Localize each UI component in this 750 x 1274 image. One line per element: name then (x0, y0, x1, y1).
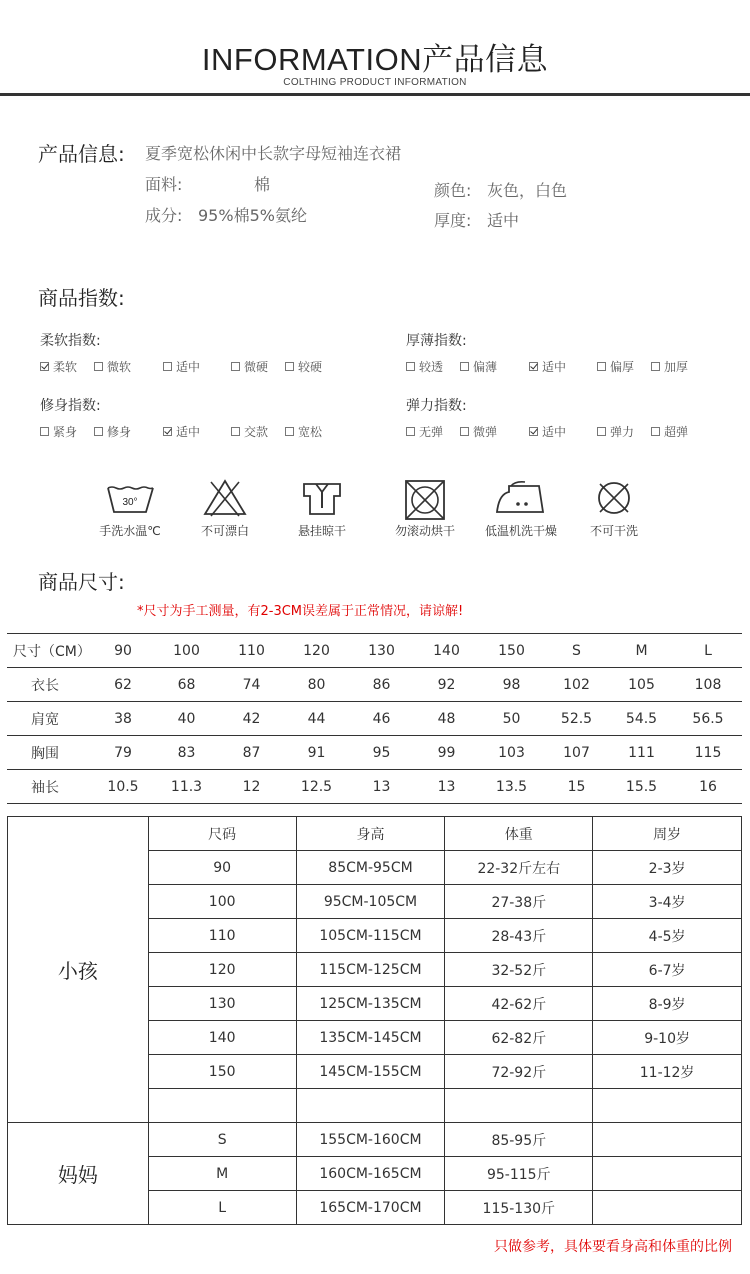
size-header-cell: 130 (349, 634, 414, 668)
option-label: 较硬 (298, 360, 323, 374)
fit-cell: 110 (148, 919, 296, 953)
fit-cell: S (148, 1123, 296, 1157)
fit-cell: 160CM-165CM (296, 1157, 445, 1191)
softness-index (40, 330, 339, 375)
index-label: 弹力指数: (406, 398, 467, 414)
size-cell: 40 (154, 702, 219, 736)
size-header-cell: 150 (479, 634, 544, 668)
thickness-value: 适中 (487, 211, 520, 230)
option-label: 交款 (244, 425, 269, 439)
index-option (529, 358, 597, 375)
size-cell: 80 (284, 668, 349, 702)
option-label: 偏薄 (473, 360, 498, 374)
size-row (7, 770, 742, 804)
option-label: 修身 (107, 425, 132, 439)
no-bleach-icon (199, 478, 251, 518)
slim-fit-index (40, 395, 339, 440)
fit-cell: 28-43斤 (445, 919, 593, 953)
hang-dry-icon (296, 478, 348, 518)
checked-box-icon (40, 362, 49, 371)
index-option (40, 423, 94, 440)
fit-cell: 4-5岁 (593, 919, 742, 953)
care-label: 勿滚动烘干 (394, 524, 455, 538)
index-option (597, 358, 651, 375)
size-header-cell: 120 (284, 634, 349, 668)
size-cell: 105 (609, 668, 674, 702)
care-label: 悬挂晾干 (297, 524, 346, 538)
thickness-label: 厚度: (434, 211, 472, 230)
option-label: 无弹 (419, 425, 444, 439)
size-row (7, 702, 742, 736)
fit-cell: 62-82斤 (445, 1021, 593, 1055)
fit-cell: 27-38斤 (445, 885, 593, 919)
care-no-tumble-dry (370, 478, 480, 539)
size-cell: 107 (544, 736, 609, 770)
fit-cell (593, 1089, 742, 1123)
index-options (406, 423, 705, 440)
fit-cell (148, 1089, 296, 1123)
checkbox-icon (406, 362, 415, 371)
thickness-index (406, 330, 705, 375)
checkbox-icon (94, 427, 103, 436)
index-option (163, 423, 231, 440)
fit-cell: L (148, 1191, 296, 1225)
index-option (651, 358, 705, 375)
size-header-cell: L (674, 634, 742, 668)
index-option (231, 423, 285, 440)
size-header-cell: 110 (219, 634, 284, 668)
index-option (460, 423, 529, 440)
care-hang-dry (267, 478, 377, 539)
care-no-bleach (170, 478, 280, 539)
title-english: INFORMATION (201, 42, 423, 77)
fit-cell: 8-9岁 (593, 987, 742, 1021)
size-cell: 肩宽 (7, 702, 92, 736)
size-cell: 42 (219, 702, 284, 736)
fit-cell: 90 (148, 851, 296, 885)
option-label: 加厚 (664, 360, 689, 374)
index-option (406, 423, 460, 440)
low-temp-iron-icon (491, 478, 551, 518)
care-hand-wash (75, 478, 185, 539)
fit-cell: 130 (148, 987, 296, 1021)
option-label: 宽松 (298, 425, 323, 439)
size-cell: 16 (674, 770, 742, 804)
index-options (40, 423, 339, 440)
size-title: 商品尺寸: (38, 570, 125, 594)
checkbox-icon (163, 362, 172, 371)
index-option (406, 358, 460, 375)
size-cell: 13.5 (479, 770, 544, 804)
size-cell: 10.5 (92, 770, 154, 804)
fit-cell: 32-52斤 (445, 953, 593, 987)
size-cell: 15 (544, 770, 609, 804)
size-cell: 115 (674, 736, 742, 770)
fit-cell: 22-32斤左右 (445, 851, 593, 885)
composition-label: 成分: (145, 206, 183, 225)
size-cell: 74 (219, 668, 284, 702)
size-cell: 103 (479, 736, 544, 770)
fit-cell (445, 1089, 593, 1123)
size-cell: 13 (414, 770, 479, 804)
size-cell: 袖长 (7, 770, 92, 804)
size-cell: 46 (349, 702, 414, 736)
size-cell: 68 (154, 668, 219, 702)
no-tumble-dry-icon (399, 478, 451, 522)
fit-cell: 125CM-135CM (296, 987, 445, 1021)
size-header-cell: 尺寸（CM） (7, 634, 92, 668)
fit-cell (296, 1089, 445, 1123)
fit-cell: 115CM-125CM (296, 953, 445, 987)
option-label: 适中 (542, 425, 567, 439)
elasticity-index (406, 395, 705, 440)
option-label: 微弹 (473, 425, 498, 439)
checked-box-icon (529, 362, 538, 371)
checkbox-icon (285, 427, 294, 436)
checkbox-icon (651, 427, 660, 436)
fit-cell: 6-7岁 (593, 953, 742, 987)
size-cell: 111 (609, 736, 674, 770)
size-cell: 91 (284, 736, 349, 770)
size-header-cell: 100 (154, 634, 219, 668)
color-label: 颜色: (434, 181, 472, 200)
index-option (460, 358, 529, 375)
fit-cell: 9-10岁 (593, 1021, 742, 1055)
care-label: 不可干洗 (589, 524, 638, 538)
fabric-label: 面料: (145, 175, 183, 194)
size-row (7, 736, 742, 770)
fit-cell: 95-115斤 (445, 1157, 593, 1191)
size-row (7, 668, 742, 702)
size-note: *尺寸为手工测量，有2-3CM误差属于正常情况，请谅解! (137, 604, 464, 619)
index-option (285, 358, 339, 375)
checked-box-icon (529, 427, 538, 436)
index-option (40, 358, 94, 375)
fit-cell: 165CM-170CM (296, 1191, 445, 1225)
index-option (94, 423, 163, 440)
fit-group-mom: 妈妈 (8, 1123, 149, 1225)
fit-cell (593, 1191, 742, 1225)
fit-table (7, 816, 742, 1225)
fit-header-cell: 身高 (296, 817, 445, 851)
fit-cell: 72-92斤 (445, 1055, 593, 1089)
no-dry-clean-icon (588, 478, 640, 518)
index-option (651, 423, 705, 440)
care-no-dry-clean (559, 478, 669, 539)
fit-cell: 3-4岁 (593, 885, 742, 919)
index-option (231, 358, 285, 375)
checkbox-icon (597, 362, 606, 371)
size-header-cell: 140 (414, 634, 479, 668)
size-header-cell: 90 (92, 634, 154, 668)
fit-cell: 11-12岁 (593, 1055, 742, 1089)
size-cell: 79 (92, 736, 154, 770)
size-cell: 48 (414, 702, 479, 736)
product-info-label: 产品信息: (38, 142, 125, 166)
size-cell: 98 (479, 668, 544, 702)
index-options (40, 358, 339, 375)
header-divider (0, 93, 750, 96)
size-cell: 15.5 (609, 770, 674, 804)
fit-cell: 85-95斤 (445, 1123, 593, 1157)
checkbox-icon (406, 427, 415, 436)
size-cell: 99 (414, 736, 479, 770)
fit-cell: 155CM-160CM (296, 1123, 445, 1157)
checkbox-icon (40, 427, 49, 436)
size-table (7, 633, 742, 804)
option-label: 适中 (542, 360, 567, 374)
fit-cell: 100 (148, 885, 296, 919)
care-label: 手洗水温℃ (99, 524, 161, 538)
page-header (0, 0, 750, 98)
size-cell: 衣长 (7, 668, 92, 702)
fit-cell: 140 (148, 1021, 296, 1055)
fit-cell: 95CM-105CM (296, 885, 445, 919)
option-label: 弹力 (610, 425, 635, 439)
color-value: 灰色，白色 (487, 181, 568, 200)
checkbox-icon (285, 362, 294, 371)
checkbox-icon (460, 427, 469, 436)
index-option (94, 358, 163, 375)
fabric-value: 棉 (254, 175, 271, 194)
size-cell: 56.5 (674, 702, 742, 736)
size-cell: 胸围 (7, 736, 92, 770)
fit-cell: 135CM-145CM (296, 1021, 445, 1055)
size-cell: 86 (349, 668, 414, 702)
fit-cell: 120 (148, 953, 296, 987)
fit-cell (593, 1157, 742, 1191)
option-label: 偏厚 (610, 360, 635, 374)
fit-header-row (8, 817, 742, 851)
size-header-cell: M (609, 634, 674, 668)
fit-cell: 42-62斤 (445, 987, 593, 1021)
fit-cell: 2-3岁 (593, 851, 742, 885)
fit-header-cell: 周岁 (593, 817, 742, 851)
indices-title: 商品指数: (38, 286, 125, 310)
checkbox-icon (94, 362, 103, 371)
size-cell: 38 (92, 702, 154, 736)
size-cell: 12.5 (284, 770, 349, 804)
option-label: 微硬 (244, 360, 269, 374)
index-options (406, 358, 705, 375)
index-label: 修身指数: (40, 398, 101, 414)
fit-cell: 85CM-95CM (296, 851, 445, 885)
option-label: 适中 (176, 360, 201, 374)
care-label: 不可漂白 (200, 524, 249, 538)
size-cell: 11.3 (154, 770, 219, 804)
option-label: 微软 (107, 360, 132, 374)
footer-note: 只做参考，具体要看身高和体重的比例 (494, 1239, 732, 1255)
size-cell: 12 (219, 770, 284, 804)
size-cell: 108 (674, 668, 742, 702)
option-label: 紧身 (53, 425, 78, 439)
index-option (529, 423, 597, 440)
fit-cell: 150 (148, 1055, 296, 1089)
fit-cell: M (148, 1157, 296, 1191)
index-option (163, 358, 231, 375)
fit-cell: 115-130斤 (445, 1191, 593, 1225)
size-cell: 83 (154, 736, 219, 770)
size-header-row (7, 634, 742, 668)
checkbox-icon (651, 362, 660, 371)
size-cell: 13 (349, 770, 414, 804)
index-option (285, 423, 339, 440)
size-cell: 50 (479, 702, 544, 736)
index-option (597, 423, 651, 440)
option-label: 超弹 (664, 425, 689, 439)
fit-mom-row (8, 1123, 742, 1157)
size-cell: 92 (414, 668, 479, 702)
size-cell: 87 (219, 736, 284, 770)
index-label: 厚薄指数: (406, 333, 467, 349)
wash-temp-text: 30° (122, 497, 138, 508)
checkbox-icon (597, 427, 606, 436)
fit-header-cell: 尺码 (148, 817, 296, 851)
product-name: 夏季宽松休闲中长款字母短袖连衣裙 (145, 144, 402, 163)
size-cell: 52.5 (544, 702, 609, 736)
index-label: 柔软指数: (40, 333, 101, 349)
fit-header-cell: 体重 (445, 817, 593, 851)
composition-value: 95%棉5%氨纶 (198, 206, 307, 225)
checkbox-icon (231, 427, 240, 436)
checked-box-icon (163, 427, 172, 436)
size-cell: 102 (544, 668, 609, 702)
checkbox-icon (231, 362, 240, 371)
size-cell: 44 (284, 702, 349, 736)
hand-wash-30-icon (104, 478, 156, 518)
fit-cell (593, 1123, 742, 1157)
size-cell: 95 (349, 736, 414, 770)
page-subtitle: COLTHING PRODUCT INFORMATION (283, 77, 467, 88)
option-label: 适中 (176, 425, 201, 439)
option-label: 较透 (419, 360, 444, 374)
title-chinese: 产品信息 (422, 42, 549, 78)
care-label: 低温机洗干燥 (484, 524, 557, 538)
size-header-cell: S (544, 634, 609, 668)
size-cell: 54.5 (609, 702, 674, 736)
size-cell: 62 (92, 668, 154, 702)
fit-cell: 145CM-155CM (296, 1055, 445, 1089)
fit-cell: 105CM-115CM (296, 919, 445, 953)
fit-corner-cell: 小孩 (8, 817, 149, 1123)
option-label: 柔软 (53, 360, 78, 374)
page-title (0, 34, 750, 79)
checkbox-icon (460, 362, 469, 371)
